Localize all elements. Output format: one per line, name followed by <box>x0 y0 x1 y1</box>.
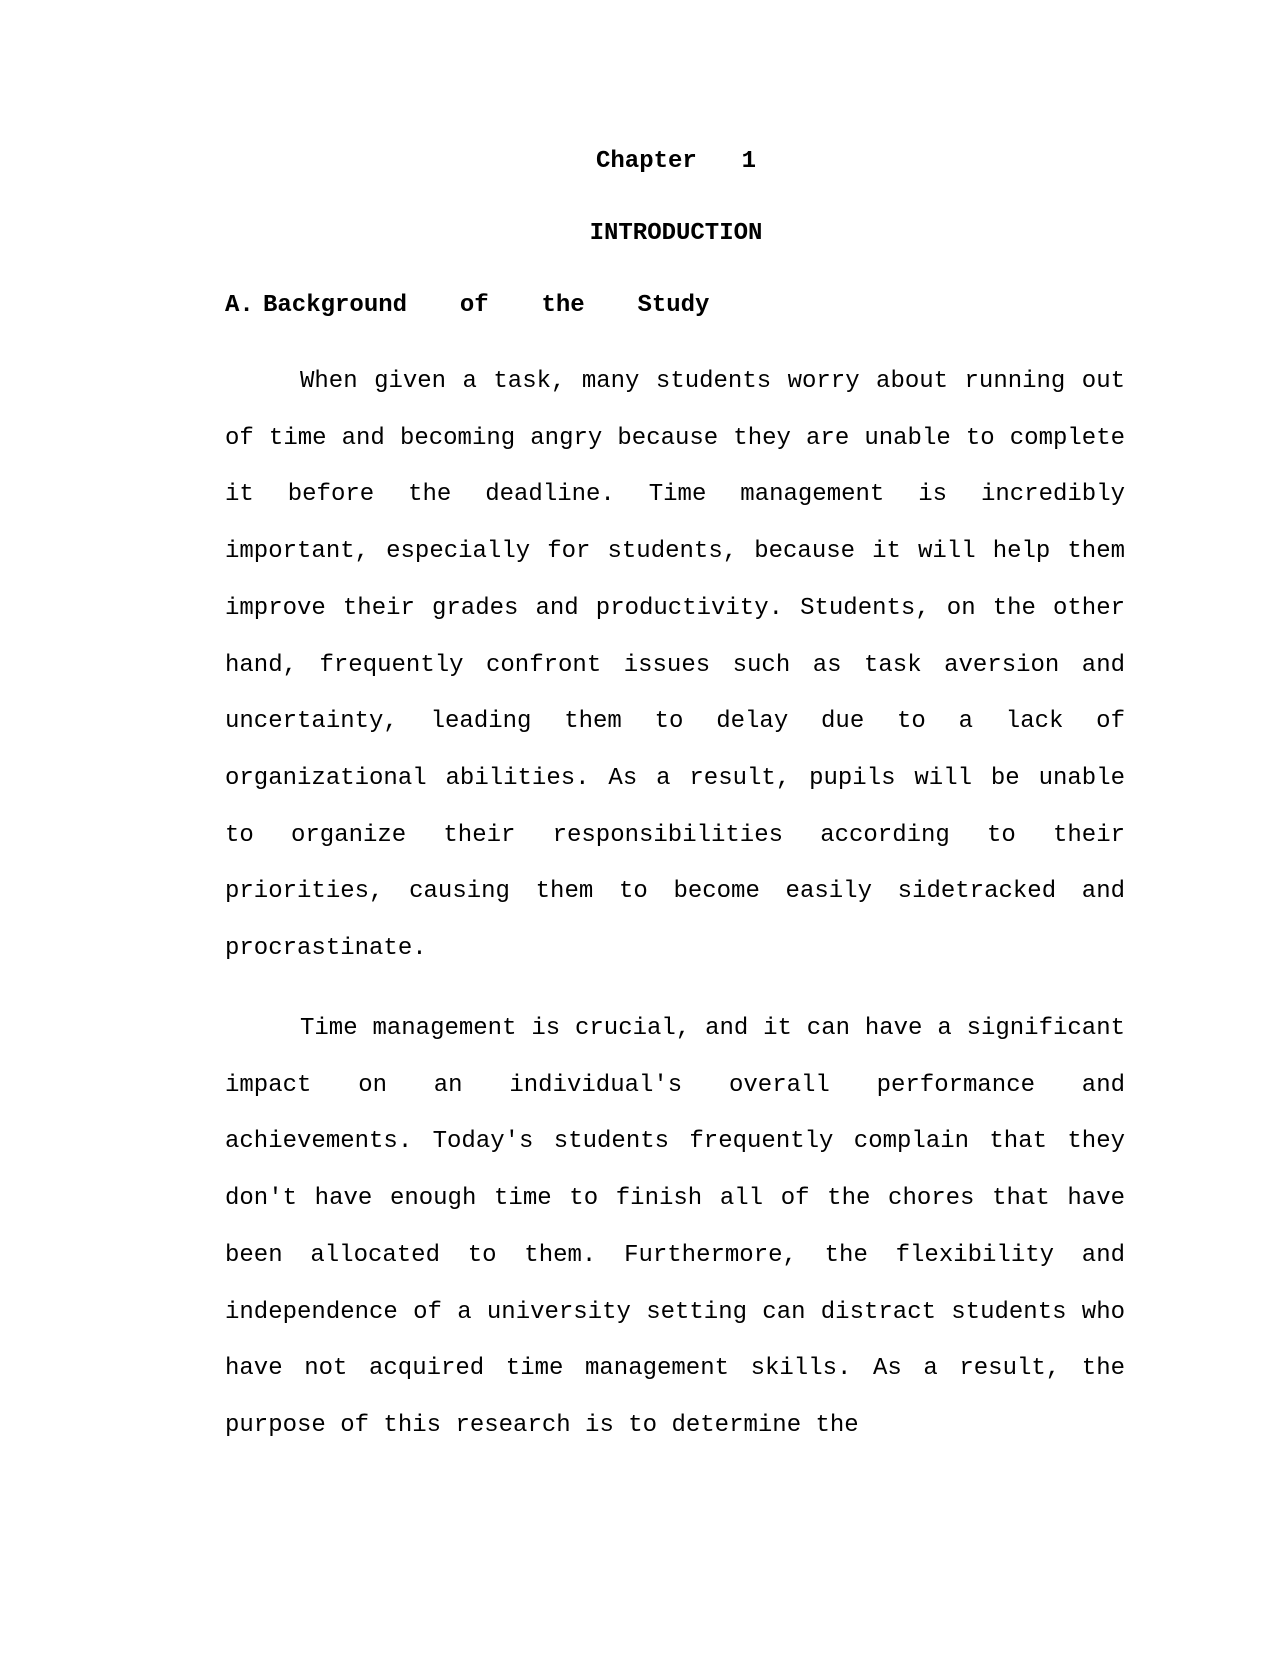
paragraph-2: Time management is crucial, and it can have a significant impact on an individual's overall performance and achievements. Today's students frequently complain that they don't have enough time to finish all of the chores that have been allocated to them. Furthermore, the flexibility and independence of a university setting can distract students who have not acquired time management skills. As a result, the purpose of this research is to determine the <box>225 1015 1125 1439</box>
chapter-label: Chapter 1 <box>595 148 757 175</box>
section-marker: A. <box>225 292 254 319</box>
paragraph-1: When given a task, many students worry about running out of time and becoming angry because they are unable to complete it before the deadline. Time management is incredibly important, especially for students, because it will help them improve their grades and productivity. Students, on the other hand, frequently confront issues such as task aversion and uncertainty, leading them to delay due to a lack of organizational abilities. As a result, pupils will be unable to organize their responsibilities according to their priorities, causing them to become easily sidetracked and procrastinate. <box>225 368 1125 963</box>
section-heading <box>225 290 709 322</box>
section-heading-text: Background of the Study <box>263 292 710 319</box>
chapter-title: INTRODUCTION <box>589 220 763 247</box>
